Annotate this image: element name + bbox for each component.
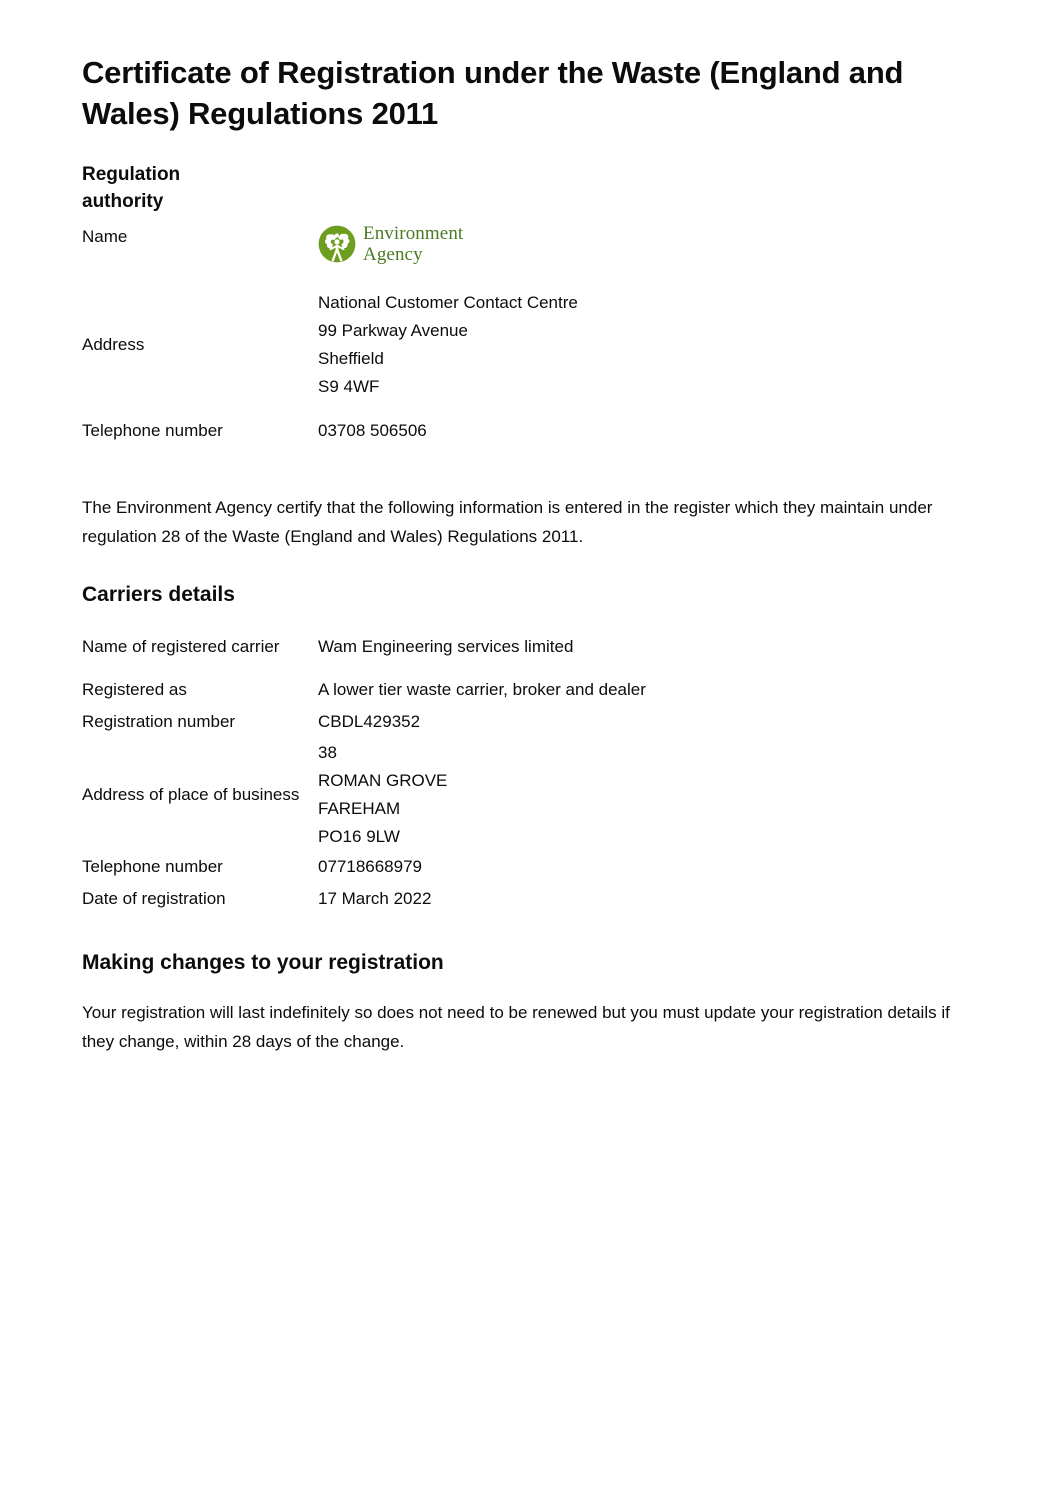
logo-text-line-2: Agency	[363, 243, 423, 265]
address-line: 99 Parkway Avenue	[318, 320, 468, 340]
registered-as-label: Registered as	[82, 680, 187, 700]
carrier-telephone-label: Telephone number	[82, 857, 223, 877]
environment-agency-logo	[318, 223, 463, 265]
logo-text-line-1: Environment	[363, 222, 464, 244]
authority-telephone-value: 03708 506506	[318, 420, 427, 440]
address-line: FAREHAM	[318, 798, 401, 818]
certify-paragraph: The Environment Agency certify that the following information is entered in the register which they maintain under regulation 28 of the Waste (England and Wales) Regulations 2011.	[82, 497, 933, 546]
address-line: Sheffield	[318, 348, 384, 368]
date-of-registration-value: 17 March 2022	[318, 889, 432, 909]
table-row	[82, 620, 982, 674]
address-line: ROMAN GROVE	[318, 770, 448, 790]
page-content	[82, 52, 982, 1056]
table-row	[82, 883, 982, 915]
spacer	[82, 915, 982, 949]
address-line: National Customer Contact Centre	[318, 292, 578, 312]
carrier-telephone-value: 07718668979	[318, 857, 423, 877]
table-row	[82, 285, 982, 405]
table-row	[82, 405, 982, 445]
authority-address-value	[318, 285, 982, 405]
spacer	[82, 608, 982, 620]
page-title: Certificate of Registration under the Waste (England and Wales) Regulations 2011	[82, 55, 904, 132]
carrier-name-value: Wam Engineering services limited	[318, 637, 574, 657]
address-line: 38	[318, 742, 337, 762]
table-row	[82, 674, 982, 706]
carriers-details-table	[82, 620, 982, 915]
making-changes-paragraph: Your registration will last indefinitely so does not need to be renewed but you must update your registration details if they change, within 28 days of the change.	[82, 1003, 950, 1052]
table-row	[82, 738, 982, 851]
business-address-label: Address of place of business	[82, 784, 300, 804]
making-changes-heading: Making changes to your registration	[82, 951, 444, 975]
address-line: PO16 9LW	[318, 826, 400, 846]
registered-as-value: A lower tier waste carrier, broker and dealer	[318, 680, 646, 700]
table-row	[82, 851, 982, 883]
environment-agency-mark-icon	[318, 225, 356, 263]
authority-telephone-label: Telephone number	[82, 420, 223, 440]
environment-agency-wordmark	[363, 224, 463, 264]
carriers-details-heading: Carriers details	[82, 582, 235, 606]
registration-number-value: CBDL429352	[318, 712, 421, 732]
carrier-name-label: Name of registered carrier	[82, 637, 280, 657]
authority-name-label: Name	[82, 226, 128, 246]
address-line: S9 4WF	[318, 376, 380, 396]
authority-address-label: Address	[82, 334, 145, 354]
registration-number-label: Registration number	[82, 712, 236, 732]
table-row	[82, 221, 982, 285]
table-row	[82, 706, 982, 738]
authority-name-value	[318, 221, 982, 285]
spacer	[82, 976, 982, 998]
regulation-authority-table	[82, 221, 982, 445]
regulation-authority-heading: Regulation authority	[82, 164, 181, 212]
date-of-registration-label: Date of registration	[82, 889, 226, 909]
spacer	[82, 445, 982, 493]
business-address-value	[318, 738, 982, 851]
spacer	[82, 551, 982, 581]
